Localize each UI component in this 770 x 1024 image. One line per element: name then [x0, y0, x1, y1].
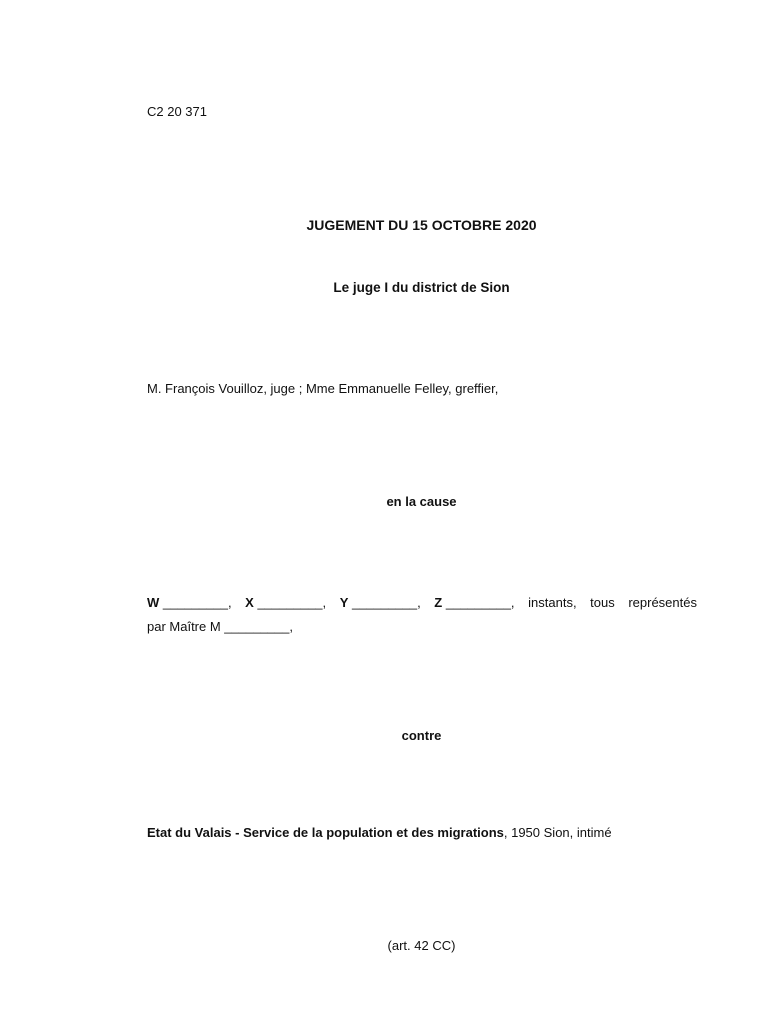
respondent-line: [147, 825, 612, 840]
judgment-title: JUGEMENT DU 15 OCTOBRE 2020: [306, 217, 537, 233]
applicants-line: [147, 591, 697, 615]
applicants-paragraph: [147, 591, 697, 639]
represented-word: représentés: [628, 595, 697, 610]
instants-word: instants,: [528, 595, 577, 610]
respondent-name: Etat du Valais - Service de la population et des migrations: [147, 825, 504, 840]
party-y: Y _________,: [339, 595, 421, 610]
article-reference: (art. 42 CC): [387, 938, 456, 953]
party-w: W _________,: [147, 595, 232, 610]
tous-word: tous: [590, 595, 615, 610]
court-composition: M. François Vouilloz, juge ; Mme Emmanuelle Felley, greffier,: [147, 381, 499, 396]
party-x: X _________,: [245, 595, 327, 610]
respondent-details: , 1950 Sion, intimé: [503, 825, 612, 840]
party-z: Z _________,: [434, 595, 515, 610]
counsel-line: par Maître M _________,: [147, 619, 293, 634]
against-heading: contre: [401, 728, 442, 743]
case-reference: C2 20 371: [147, 104, 207, 119]
in-the-case-heading: en la cause: [386, 494, 457, 509]
court-heading: Le juge I du district de Sion: [333, 280, 510, 295]
